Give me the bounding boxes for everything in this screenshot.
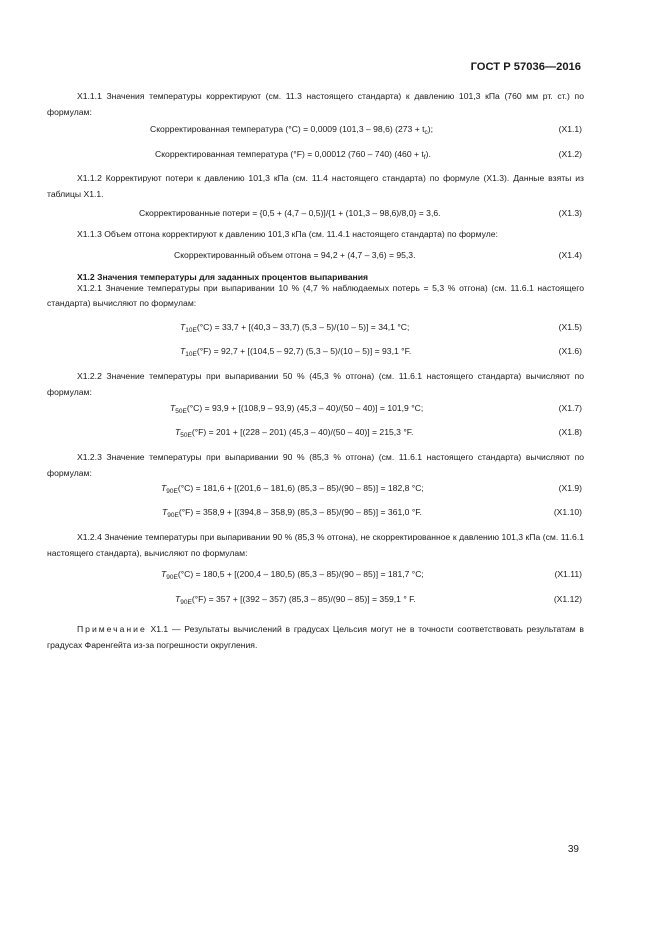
equation-number: (X1.3): [558, 208, 582, 218]
equation-number: (X1.8): [558, 427, 582, 437]
paragraph-x1-2-3: X1.2.3 Значение температуры при выпаривании 90 % (85,3 % отгона) (см. 11.6.1 настоящего стандарта) вычисляют по формулам:: [47, 452, 584, 478]
formula-x1-6: $T_{10E}(^\circ F) = 92,7 + [(104,5 - 92,7)$ (5,3 – 5)/(10 – 5)] = 93,1 °F.: [180, 346, 412, 358]
paragraph-x1-1-1: X1.1.1 Значения температуры корректируют (см. 11.3 настоящего стандарта) к давлению 101,3 кПа (760 мм рт. ст.) по формулам:: [47, 91, 584, 117]
paragraph-x1-1-3: X1.1.3 Объем отгона корректируют к давлению 101,3 кПа (см. 11.4.1 настоящего стандарта) по формуле:: [77, 229, 498, 239]
section-heading-x1-2: X1.2 Значения температуры для заданных процентов выпаривания: [77, 272, 369, 282]
standard-title: ГОСТ Р 57036—2016: [470, 61, 581, 73]
formula-x1-1: Скорректированная температура (°C) = 0,0009 (101,3 – 98,6) $(273 + t_c)$;: [150, 124, 434, 136]
equation-number: (X1.10): [553, 507, 582, 517]
formula-x1-2: Скорректированная температура (°F) = 0,00012 (760 – 740) $(460 + t_f)$.: [155, 149, 431, 161]
formula-x1-10: $T_{90E}(^\circ F) = 358,9 + [(394,8 - 358,9)$ (85,3 – 85)/(90 – 85)] = 361,0 °F.: [162, 507, 422, 519]
note-text: X1.1 — Результаты вычислений в градусах Цельсия могут не в точности соответствовать результатам в градусах Фаренгейта из-за погрешности округления.: [47, 624, 584, 650]
paragraph-x1-2-4: X1.2.4 Значение температуры при выпаривании 90 % (85,3 % отгона), не скорректированное к давлению 101,3 кПа (см. 11.6.1 настоящего стандарта), вычисляют по формулам:: [47, 532, 584, 558]
formula-x1-3: Скорректированные потери = {0,5 + (4,7 – 0,5)]/{1 + (101,3 – 98,6)/8,0} = 3,6.: [139, 208, 441, 218]
formula-x1-7: $T_{50E}(^\circ C) = 93,9 + [(108,9 - 93,9)$ (45,3 – 40)/(50 – 40)] = 101,9 °C;: [170, 403, 424, 415]
note-x1-1: [47, 621, 584, 653]
equation-number: (X1.4): [558, 250, 582, 260]
equation-number: (X1.1): [558, 124, 582, 134]
equation-number: (X1.12): [553, 594, 582, 604]
equation-number: (X1.11): [554, 569, 582, 579]
equation-number: (X1.5): [558, 322, 582, 332]
equation-number: (X1.9): [558, 483, 582, 493]
formula-x1-5: $T_{10E}(^\circ C) = 33,7 + [(40,3 - 33,7)$ (5,3 – 5)/(10 – 5)] = 34,1 °C;: [180, 322, 410, 334]
formula-x1-8: $T_{50E}(^\circ F) = 201 + [(228 - 201)$ (45,3 – 40)/(50 – 40)] = 215,3 °F.: [175, 427, 414, 439]
formula-x1-11: $T_{90E}(^\circ C) = 180,5 + [(200,4 - 180,5)$ (85,3 – 85)/(90 – 85)] = 181,7 °C;: [161, 569, 424, 581]
paragraph-x1-1-2: X1.1.2 Корректируют потери к давлению 101,3 кПа (см. 11.4 настоящего стандарта) по формуле (X1.3). Данные взяты из таблицы X1.1.: [47, 173, 584, 199]
paragraph-x1-2-1: X1.2.1 Значение температуры при выпаривании 10 % (4,7 % наблюдаемых потерь = 5,3 % отгона) (см. 11.6.1 настоящего стандарта) вычисляют по формулам:: [47, 283, 584, 308]
page-number: 39: [567, 844, 579, 855]
equation-number: (X1.6): [558, 346, 582, 356]
equation-number: (X1.2): [558, 149, 582, 159]
formula-x1-12: $T_{90E}(^\circ F) = 357 + [(392 - 357)$ (85,3 – 85)/(90 – 85)] = 359,1 ° F.: [175, 594, 416, 606]
note-label: Примечание: [77, 624, 147, 634]
equation-number: (X1.7): [558, 403, 582, 413]
paragraph-x1-2-2: X1.2.2 Значение температуры при выпаривании 50 % (45,3 % отгона) (см. 11.6.1 настоящего стандарта) вычисляют по формулам:: [47, 371, 584, 397]
formula-x1-9: $T_{90E}(^\circ C) = 181,6 + [(201,6 - 181,6)$ (85,3 – 85)/(90 – 85)] = 182,8 °C;: [161, 483, 424, 495]
formula-x1-4: Скорректированный объем отгона = 94,2 + (4,7 – 3,6) = 95,3.: [174, 250, 416, 260]
